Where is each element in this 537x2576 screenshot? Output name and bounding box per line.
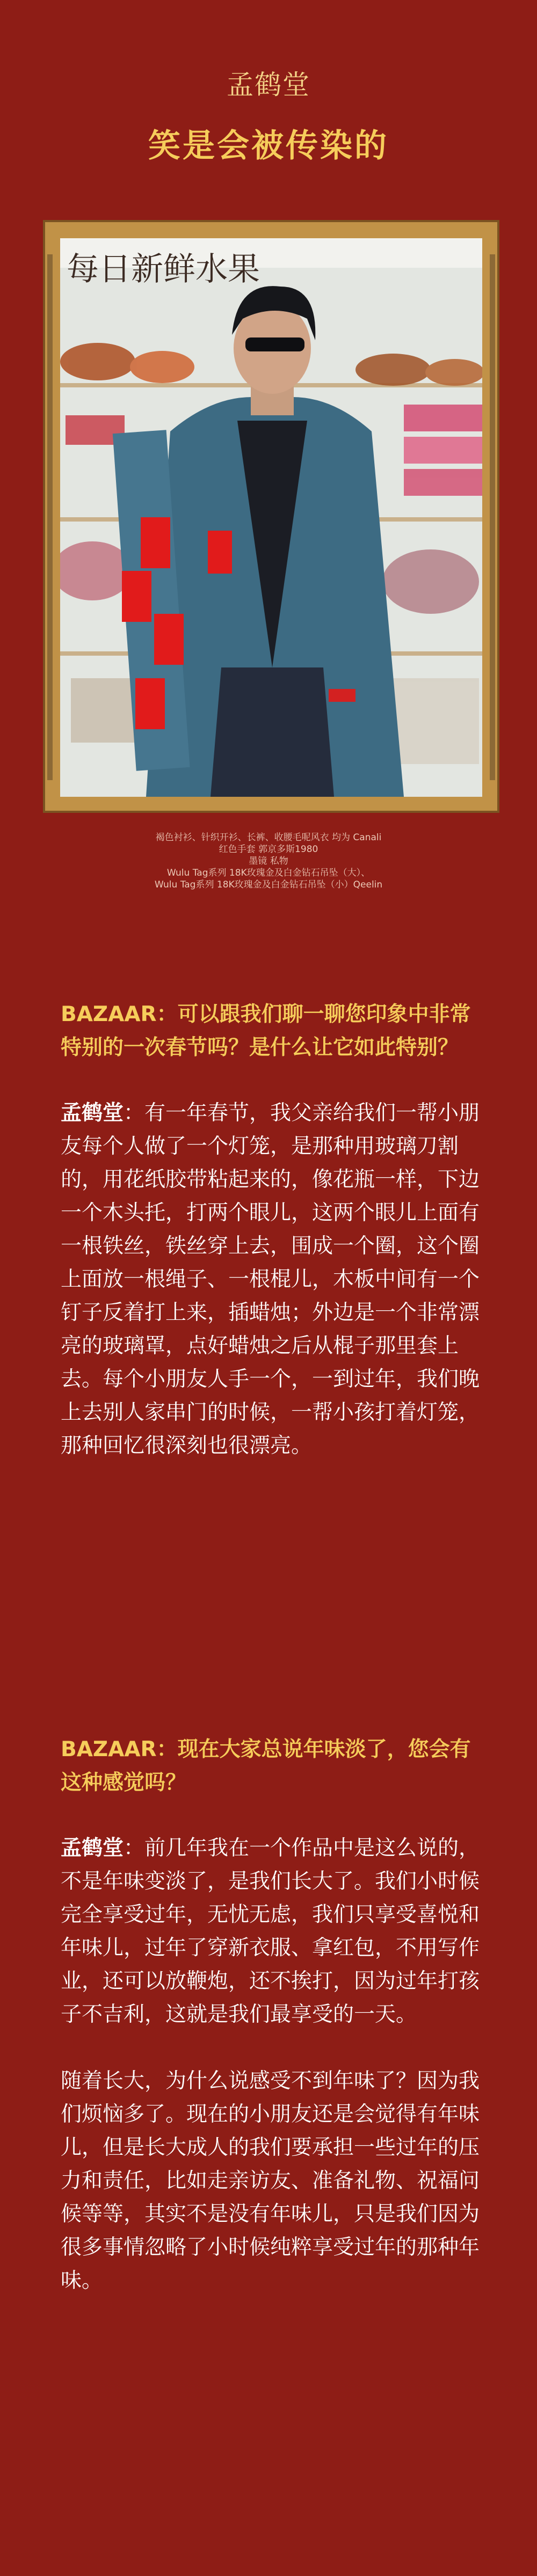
caption-line: 红色手套 郭京多斯1980 <box>219 844 318 855</box>
answer-1 <box>61 1097 490 1463</box>
caption-line: 墨镜 私物 <box>249 856 288 867</box>
photo-frame <box>43 220 499 813</box>
answer-2 <box>61 1832 490 2031</box>
portrait-photo <box>60 238 482 797</box>
speaker-name: 孟鹤堂 <box>61 1836 124 1860</box>
answer-text: ：前几年我在一个作品中是这么说的，不是年味变淡了，是我们长大了。我们小时候完全享受过年，无忧无虑，我们只享受喜悦和年味儿，过年了穿新衣服、拿红包，不用写作业，还可以放鞭炮，还不挨打，因为过年打孩子不吉利，这就是我们最享受的一天。 <box>61 1836 480 2027</box>
answer-text: ：有一年春节，我父亲给我们一帮小朋友每个人做了一个灯笼，是那种用玻璃刀割的，用花纸胶带粘起来的，像花瓶一样，下边一个木头托，打两个眼儿，这两个眼儿上面有一根铁丝，铁丝穿上去，围成一个圈，这个圈上面放一根绳子、一根棍儿，木板中间有一个钉子反着打上来，插蜡烛；外边是一个非常漂亮的玻璃罩，点好蜡烛之后从棍子那里套上去。每个小朋友人手一个，一到过年，我们晚上去别人家串门的时候，一帮小孩打着灯笼，那种回忆很深刻也很漂亮。 <box>61 1101 480 1458</box>
photo-caption <box>0 832 537 891</box>
caption-line: Wulu Tag系列 18K玫瑰金及白金钻石吊坠（大）、 <box>166 868 371 878</box>
caption-line: Wulu Tag系列 18K玫瑰金及白金钻石吊坠（小）Qeelin <box>154 879 383 890</box>
qa-section-1 <box>61 998 490 1463</box>
frame-ornament-right <box>490 254 495 780</box>
artist-name: 孟鹤堂 <box>227 69 310 100</box>
speaker-name: 孟鹤堂 <box>61 1101 124 1125</box>
headline: 笑是会被传染的 <box>148 127 389 165</box>
qa-section-2 <box>61 1733 490 2298</box>
fruit-sign-text: 每日新鲜水果 <box>67 251 260 288</box>
portrait-illustration <box>60 238 482 797</box>
question-1: BAZAAR：可以跟我们聊一聊您印象中非常特别的一次春节吗？是什么让它如此特别？ <box>61 1002 471 1060</box>
answer-2-continued: 随着长大，为什么说感受不到年味了？因为我们烦恼多了。现在的小朋友还是会觉得有年味儿，但是长大成人的我们要承担一些过年的压力和责任，比如走亲访友、准备礼物、祝福问候等等，其实不是没有年味儿，只是我们因为很多事情忽略了小时候纯粹享受过年的那种年味。 <box>61 2069 480 2293</box>
frame-ornament-left <box>47 254 53 780</box>
caption-line: 褐色衬衫、针织开衫、长裤、收腰毛呢风衣 均为 Canali <box>155 832 382 843</box>
question-2: BAZAAR：现在大家总说年味淡了，您会有这种感觉吗？ <box>61 1737 471 1795</box>
